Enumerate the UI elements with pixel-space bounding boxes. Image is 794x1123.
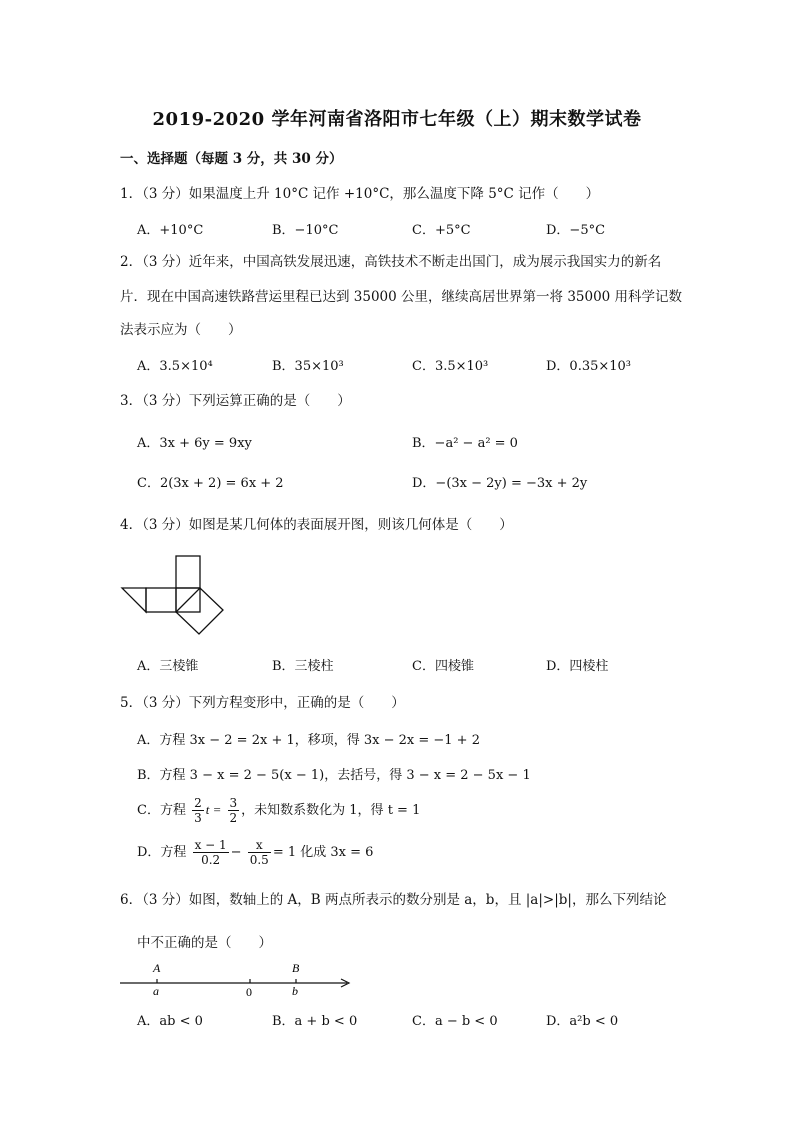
fraction-denominator: 0.5 xyxy=(249,853,269,867)
point-label-a-lower: a xyxy=(153,984,159,998)
number-line-figure xyxy=(115,958,365,1000)
fraction-numerator: x xyxy=(248,838,271,853)
question-3-stem: 3．（3 分）下列运算正确的是（ ） xyxy=(120,393,351,409)
net-left-rectangle xyxy=(146,588,176,612)
question-4-option-c: C．四棱锥 xyxy=(412,659,474,674)
point-label-b-lower: b xyxy=(292,984,298,998)
question-4-stem: 4．（3 分）如图是某几何体的表面展开图，则该几何体是（ ） xyxy=(120,517,513,533)
question-5-stem: 5．（3 分）下列方程变形中，正确的是（ ） xyxy=(120,695,405,711)
question-2-line-1: 2．（3 分）近年来，中国高铁发展迅速，高铁技术不断走出国门，成为展示我国实力的新名 xyxy=(120,254,662,270)
question-4-option-d: D．四棱柱 xyxy=(546,659,609,674)
question-6-option-d: D．a²b < 0 xyxy=(546,1014,619,1029)
question-5-option-a: A．方程 3x − 2 = 2x + 1，移项，得 3x − 2x = −1 + 2 xyxy=(137,733,480,748)
question-2-line-3: 法表示应为（ ） xyxy=(120,322,242,338)
question-1-option-d: D．−5°C xyxy=(546,223,606,238)
fraction-denominator: 0.2 xyxy=(201,853,221,867)
fraction-three-halves xyxy=(228,796,240,825)
net-figure xyxy=(115,550,235,640)
question-1-option-c: C．+5°C xyxy=(412,223,471,238)
question-2-line-2: 片．现在中国高速铁路营运里程已达到 35000 公里，继续高居世界第一将 35000 用科学记数 xyxy=(120,289,683,305)
option-d-suffix: = 1 化成 3x = 6 xyxy=(272,845,374,860)
question-2-option-a: A．3.5×10⁴ xyxy=(137,359,213,374)
question-2-option-b: B．35×10³ xyxy=(272,359,344,374)
fraction-denominator: 3 xyxy=(194,811,202,825)
point-label-a-upper: A xyxy=(153,961,161,975)
question-3-option-b: B．−a² − a² = 0 xyxy=(412,436,518,451)
question-6-line-1: 6．（3 分）如图，数轴上的 A，B 两点所表示的数分别是 a，b，且 |a|>|b|，那么下列结论 xyxy=(120,892,667,908)
question-2-option-c: C．3.5×10³ xyxy=(412,359,489,374)
net-top-square xyxy=(176,556,200,588)
question-5-option-c xyxy=(137,796,420,825)
fraction-x-minus-1-over-0-2 xyxy=(193,838,229,867)
question-2-option-d: D．0.35×10³ xyxy=(546,359,632,374)
point-label-zero: 0 xyxy=(246,985,252,999)
section-heading: 一、选择题（每题 3 分，共 30 分） xyxy=(120,151,343,167)
question-4-option-b: B．三棱柱 xyxy=(272,659,334,674)
option-d-prefix: D．方程 xyxy=(137,845,187,860)
question-1-option-b: B．−10°C xyxy=(272,223,339,238)
question-3-option-a: A．3x + 6y = 9xy xyxy=(137,436,252,451)
question-5-option-d xyxy=(137,838,373,867)
fraction-x-over-0-5 xyxy=(248,838,271,867)
question-5-option-b: B．方程 3 − x = 2 − 5(x − 1)，去括号，得 3 − x = 2 − 5x − 1 xyxy=(137,768,531,783)
fraction-denominator: 2 xyxy=(229,811,238,825)
fraction-two-thirds xyxy=(192,796,204,825)
question-3-option-d: D．−(3x − 2y) = −3x + 2y xyxy=(412,476,588,491)
question-6-option-a: A．ab < 0 xyxy=(137,1014,203,1029)
option-c-prefix: C．方程 xyxy=(137,803,186,818)
option-c-suffix: ，未知数系数化为 1，得 t = 1 xyxy=(241,803,421,818)
question-6-option-b: B．a + b < 0 xyxy=(272,1014,358,1029)
minus-sign: − xyxy=(230,845,242,860)
question-6-option-c: C．a − b < 0 xyxy=(412,1014,498,1029)
question-6-line-2: 中不正确的是（ ） xyxy=(137,935,272,951)
fraction-numerator: x − 1 xyxy=(194,838,227,852)
fraction-numerator: 3 xyxy=(229,796,238,810)
option-c-variable: t = xyxy=(205,802,222,817)
net-left-triangle xyxy=(122,588,146,612)
question-1-option-a: A．+10°C xyxy=(137,223,204,238)
question-1-stem: 1．（3 分）如果温度上升 10°C 记作 +10°C，那么温度下降 5°C 记作（ ） xyxy=(120,186,600,202)
point-label-b-upper: B xyxy=(292,961,300,975)
fraction-numerator: 2 xyxy=(194,796,202,810)
question-4-option-a: A．三棱锥 xyxy=(137,659,199,674)
page-title: 2019-2020 学年河南省洛阳市七年级（上）期末数学试卷 xyxy=(152,109,642,130)
question-3-option-c: C．2(3x + 2) = 6x + 2 xyxy=(137,476,284,491)
